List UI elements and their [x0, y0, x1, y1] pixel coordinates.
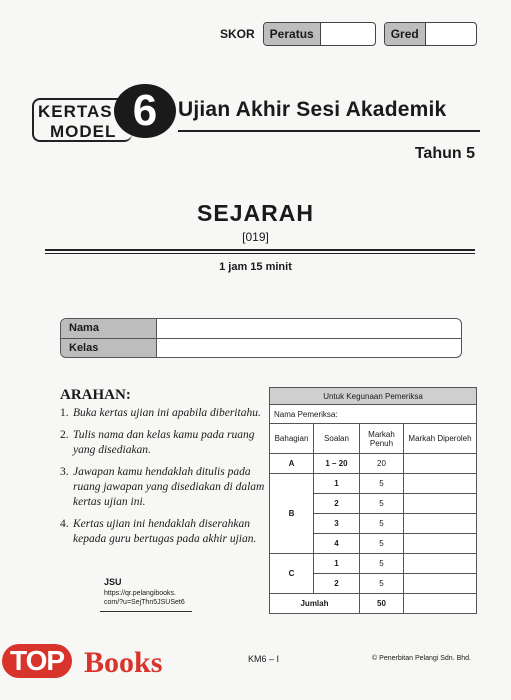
examiner-name-field[interactable]: Nama Pemeriksa: [270, 405, 477, 424]
subject-title: SEJARAH [197, 200, 314, 226]
model-label: MODEL [50, 122, 117, 141]
subject-code: [019] [242, 230, 269, 244]
score-cell[interactable] [404, 534, 477, 554]
col-markah-penuh: Markah Penuh [360, 424, 404, 454]
jsu-label: JSU [104, 577, 122, 587]
jsu-url[interactable]: com/?u=SejThn5JSUSet6 [104, 599, 185, 606]
col-soalan: Soalan [314, 424, 360, 454]
jumlah-value: 50 [360, 594, 404, 614]
score-header [220, 22, 477, 46]
jsu-block [104, 578, 185, 607]
table-row-total [270, 594, 477, 614]
duration: 1 jam 15 minit [219, 261, 292, 273]
table-row: 4 5 [270, 534, 477, 554]
table-row: B 1 5 [270, 474, 477, 494]
peratus-label: Peratus [264, 23, 321, 45]
topbooks-watermark [0, 640, 190, 684]
peratus-field[interactable] [321, 23, 375, 45]
exam-title: Ujian Akhir Sesi Akademik [178, 98, 447, 121]
score-cell[interactable] [404, 454, 477, 474]
score-cell[interactable] [404, 474, 477, 494]
table-row: 2 5 [270, 494, 477, 514]
title-underline [178, 130, 480, 132]
kelas-field[interactable] [157, 339, 461, 357]
divider [45, 249, 475, 251]
instruction-item: 4. Kertas ujian ini hendaklah diserahkan kepada guru bertugas pada akhir ujian. [60, 518, 257, 545]
col-markah-diperoleh: Markah Diperoleh [404, 424, 477, 454]
gred-field[interactable] [426, 23, 476, 45]
table-row: 3 5 [270, 514, 477, 534]
kelas-label: Kelas [61, 339, 157, 357]
total-score-cell[interactable] [404, 594, 477, 614]
kertas-label: KERTAS [38, 102, 113, 121]
peratus-box[interactable] [263, 22, 376, 46]
examiner-table-title: Untuk Kegunaan Pemeriksa [270, 388, 477, 405]
score-cell[interactable] [404, 494, 477, 514]
kertas-model-band [32, 84, 480, 142]
jsu-underline [100, 611, 192, 612]
student-info-box [60, 318, 462, 358]
watermark-top: TOP [2, 644, 72, 678]
col-bahagian: Bahagian [270, 424, 314, 454]
score-cell[interactable] [404, 514, 477, 534]
divider [45, 253, 475, 254]
score-cell[interactable] [404, 554, 477, 574]
table-row: C 1 5 [270, 554, 477, 574]
copyright: © Penerbitan Pelangi Sdn. Bhd. [372, 655, 471, 662]
paper-number: 6 [114, 84, 176, 138]
examiner-table [269, 387, 477, 614]
watermark-books: Books [84, 646, 163, 679]
table-row: 2 5 [270, 574, 477, 594]
instructions-title: ARAHAN: [60, 387, 131, 403]
nama-label: Nama [61, 319, 157, 338]
page-code: KM6 – I [248, 654, 280, 664]
score-cell[interactable] [404, 574, 477, 594]
jumlah-label: Jumlah [270, 594, 360, 614]
jsu-url[interactable]: https://qr.pelangibooks. [104, 590, 176, 597]
table-row: A 1 – 20 20 [270, 454, 477, 474]
skor-label: SKOR [220, 27, 255, 41]
nama-field[interactable] [157, 319, 461, 338]
instruction-item: 3. Jawapan kamu hendaklah ditulis pada ruang jawapan yang disediakan di dalam kertas ujian ini. [60, 466, 265, 508]
instruction-item: 2. Tulis nama dan kelas kamu pada ruang yang disediakan. [60, 429, 255, 456]
year-label: Tahun 5 [414, 145, 475, 162]
instructions-list [60, 406, 265, 554]
instruction-item: 1. Buka kertas ujian ini apabila diberitahu. [60, 407, 261, 419]
gred-box[interactable] [384, 22, 477, 46]
gred-label: Gred [385, 23, 426, 45]
